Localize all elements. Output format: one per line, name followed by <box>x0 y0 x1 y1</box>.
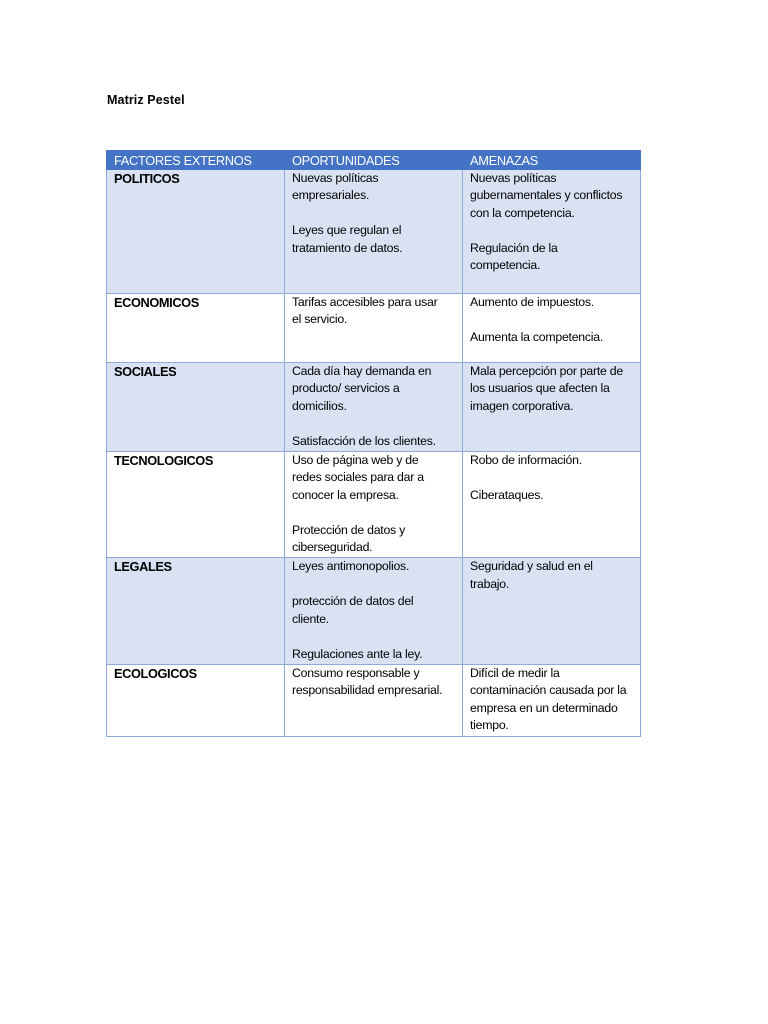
header-amenazas: AMENAZAS <box>463 151 641 170</box>
oportunidades-cell <box>285 294 463 363</box>
header-oportunidades: OPORTUNIDADES <box>285 151 463 170</box>
amenazas-cell <box>463 452 641 558</box>
oportunidades-text: Nuevas políticas empresariales. Leyes que regulan el tratamiento de datos. <box>292 171 403 255</box>
oportunidades-text: Leyes antimonopolios. protección de datos del cliente. Regulaciones ante la ley. <box>292 559 423 661</box>
table-row-legales <box>107 558 641 664</box>
amenazas-text: Robo de información. Ciberataques. <box>470 453 582 502</box>
table-row-economicos <box>107 294 641 363</box>
pestel-matrix-table <box>106 150 641 737</box>
oportunidades-text: Uso de página web y de redes sociales para dar a conocer la empresa. Protección de datos y ciberseguridad. <box>292 453 424 555</box>
amenazas-cell <box>463 170 641 294</box>
table-header-row <box>107 151 641 170</box>
amenazas-cell <box>463 363 641 452</box>
oportunidades-cell <box>285 558 463 664</box>
factor-cell: ECOLOGICOS <box>107 664 285 736</box>
factor-cell: TECNOLOGICOS <box>107 452 285 558</box>
amenazas-text: Difícil de medir la contaminación causada por la empresa en un determinado tiempo. <box>470 665 627 733</box>
amenazas-text: Seguridad y salud en el trabajo. <box>470 559 593 591</box>
page-title: Matriz Pestel <box>107 93 185 107</box>
amenazas-cell <box>463 294 641 363</box>
oportunidades-text: Cada día hay demanda en producto/ servicios a domicilios. Satisfacción de los clientes. <box>292 364 436 448</box>
oportunidades-text: Consumo responsable y responsabilidad empresarial. <box>292 665 443 698</box>
factor-cell: SOCIALES <box>107 363 285 452</box>
table-row-politicos <box>107 170 641 294</box>
oportunidades-cell <box>285 452 463 558</box>
factor-cell: LEGALES <box>107 558 285 664</box>
header-factores-externos: FACTORES EXTERNOS <box>107 151 285 170</box>
oportunidades-cell <box>285 664 463 736</box>
factor-cell: POLITICOS <box>107 170 285 294</box>
table-row-ecologicos <box>107 664 641 736</box>
factor-cell: ECONOMICOS <box>107 294 285 363</box>
amenazas-text: Mala percepción por parte de los usuarios que afecten la imagen corporativa. <box>470 364 623 413</box>
oportunidades-cell <box>285 170 463 294</box>
amenazas-text: Nuevas políticas gubernamentales y conflictos con la competencia. Regulación de la competencia. <box>470 171 623 273</box>
amenazas-cell <box>463 664 641 736</box>
amenazas-text: Aumento de impuestos. Aumenta la competencia. <box>470 295 604 344</box>
oportunidades-cell <box>285 363 463 452</box>
oportunidades-text: Tarifas accesibles para usar el servicio. <box>292 295 438 327</box>
table-row-tecnologicos <box>107 452 641 558</box>
amenazas-cell <box>463 558 641 664</box>
table-row-sociales <box>107 363 641 452</box>
